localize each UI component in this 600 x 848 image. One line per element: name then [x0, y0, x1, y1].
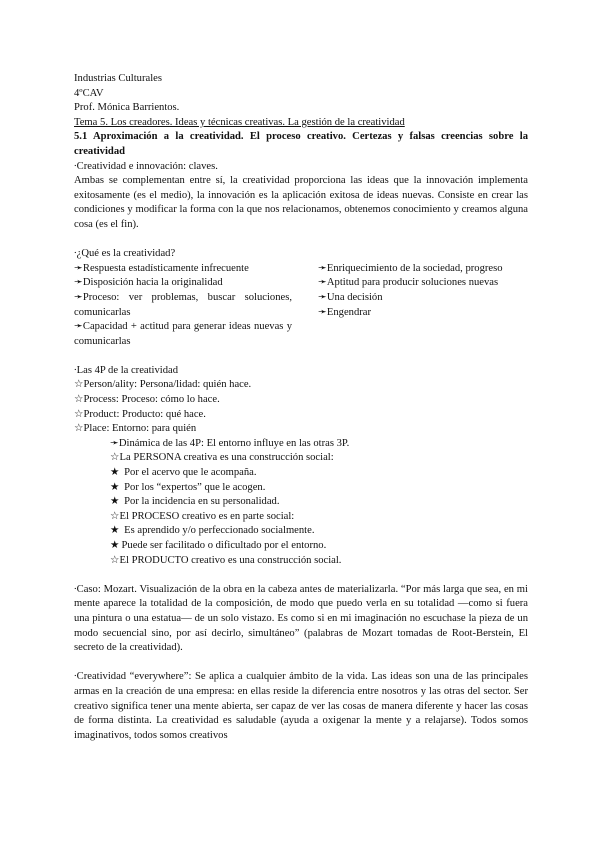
arrow-bullet-icon: ➛: [110, 437, 119, 449]
black-star-icon: ★: [110, 467, 120, 479]
black-star-icon: ★: [110, 525, 120, 537]
spacer: [74, 656, 528, 671]
black-star-icon: ★: [110, 481, 120, 493]
professor-name: Prof. Mónica Barrientos.: [74, 102, 180, 114]
course-name: Industrias Culturales: [74, 73, 162, 84]
arrow-bullet-icon: ➛: [74, 321, 83, 333]
arrow-bullet-icon: ➛: [74, 277, 83, 289]
course-group: 4ºCAV: [74, 87, 104, 99]
spacer: [74, 349, 528, 364]
star-outline-icon: ☆: [74, 394, 84, 406]
person-point: ★ Por la incidencia en su personalidad.: [74, 495, 528, 510]
topic-title: Tema 5. Los creadores. Ideas y técnicas creativas. La gestión de la creatividad: [74, 116, 405, 128]
black-star-icon: ★: [110, 496, 120, 508]
star-outline-icon: ☆: [110, 554, 120, 566]
dot-bullet-icon: ∙: [74, 583, 77, 595]
what-is-left-column: [74, 262, 292, 350]
everywhere-paragraph: [74, 670, 528, 743]
black-star-icon: ★: [110, 540, 120, 551]
section-heading: 5.1 Aproximación a la creatividad. El proceso creativo. Certezas y falsas creencias sobre la creatividad: [74, 131, 528, 157]
four-p-label-text: Las 4P de la creatividad: [76, 364, 179, 376]
everywhere-text: Creatividad “everywhere”: Se aplica a cualquier ámbito de la vida. Las ideas son una de las principales armas en la creación de una empresa: en ellas reside la diferencia entre nosotros y las otras del sector. Ser creativo significa tener una mente abierta, ser capaz de ver las cosas de manera diferente y hacer las cosas de forma distinta. La creatividad es saludable (ayuda a oxigenar la mente y a relajarse). Todos somos imaginativos, todos somos creativos: [74, 671, 528, 741]
document-page: [74, 72, 528, 743]
list-item: ➛Capacidad + actitud para generar ideas nuevas y comunicarlas: [74, 321, 292, 347]
star-outline-icon: ☆: [110, 452, 120, 464]
list-item: ☆Product: Producto: qué hace.: [74, 408, 528, 423]
list-item: ➛Enriquecimiento de la sociedad, progreso: [318, 262, 528, 277]
what-is-label-text: ¿Qué es la creatividad?: [76, 248, 176, 260]
process-point: ★ Puede ser facilitado o dificultado por el entorno.: [74, 539, 528, 554]
list-item: ☆Person/ality: Persona/lidad: quién hace.: [74, 378, 528, 393]
dot-bullet-icon: ∙: [74, 671, 77, 683]
arrow-bullet-icon: ➛: [74, 262, 83, 274]
innovation-label: [74, 160, 528, 175]
list-item: ➛Engendrar: [318, 306, 528, 321]
star-outline-icon: ☆: [110, 510, 120, 522]
dot-bullet-icon: ∙: [74, 160, 77, 172]
arrow-bullet-icon: ➛: [318, 291, 327, 303]
mozart-case: [74, 583, 528, 656]
star-outline-icon: ☆: [74, 379, 84, 391]
arrow-bullet-icon: ➛: [74, 291, 83, 303]
arrow-bullet-icon: ➛: [318, 262, 327, 274]
list-item: ➛Aptitud para producir soluciones nuevas: [318, 276, 528, 291]
list-item: ➛Respuesta estadísticamente infrecuente: [74, 262, 292, 277]
arrow-bullet-icon: ➛: [318, 277, 327, 289]
star-outline-icon: ☆: [74, 408, 84, 420]
arrow-bullet-icon: ➛: [318, 306, 327, 318]
list-item: ➛Proceso: ver problemas, buscar soluciones, comunicarlas: [74, 291, 292, 318]
person-point: ★ Por los “expertos” que le acogen.: [74, 481, 528, 496]
innovation-body: Ambas se complementan entre sí, la creatividad proporciona las ideas que la innovación implementa exitosamente (es el medio), la innovación es la aplicación exitosa de ideas nuevas. Consiste en crear las condiciones y modificar la forma con la que nos relacionamos, obtenemos conocimiento y creamos alguna cosa (es el fin).: [74, 175, 528, 230]
spacer: [74, 568, 528, 583]
list-item: ☆Place: Entorno: para quién: [74, 422, 528, 437]
mozart-case-text: Caso: Mozart. Visualización de la obra en la cabeza antes de materializarla. “Por más larga que sea, en mi mente aparece la totalidad de la composición, de modo que puedo verla en su totalidad —como si fuera una pintura o una estatua— de un solo vistazo. Es como si en mi imaginación no escuchase la pieza de un modo secuencial sino, por así decirlo, simultáneo” (palabras de Mozart tomadas de Root-Berstein, El secreto de la creatividad).: [74, 583, 528, 654]
list-item: ☆Process: Proceso: cómo lo hace.: [74, 393, 528, 408]
process-point: ★ Es aprendido y/o perfeccionado socialmente.: [74, 524, 528, 539]
four-p-label: [74, 364, 528, 379]
list-item: ➛Disposición hacia la originalidad: [74, 276, 292, 291]
process-line: ☆El PROCESO creativo es en parte social:: [74, 510, 528, 525]
what-is-label: [74, 247, 528, 262]
what-is-right-column: [318, 262, 528, 350]
person-line: ☆La PERSONA creativa es una construcción social:: [74, 451, 528, 466]
list-item: ➛Una decisión: [318, 291, 528, 306]
dot-bullet-icon: ∙: [74, 364, 77, 376]
dynamic-line: ➛Dinámica de las 4P: El entorno influye en las otras 3P.: [74, 437, 528, 452]
what-is-columns: [74, 262, 528, 350]
dot-bullet-icon: ∙: [74, 248, 77, 260]
person-point: ★ Por el acervo que le acompaña.: [74, 466, 528, 481]
innovation-label-text: Creatividad e innovación: claves.: [76, 160, 218, 172]
spacer: [74, 233, 528, 248]
product-line: ☆El PRODUCTO creativo es una construcción social.: [74, 554, 528, 569]
star-outline-icon: ☆: [74, 423, 84, 435]
